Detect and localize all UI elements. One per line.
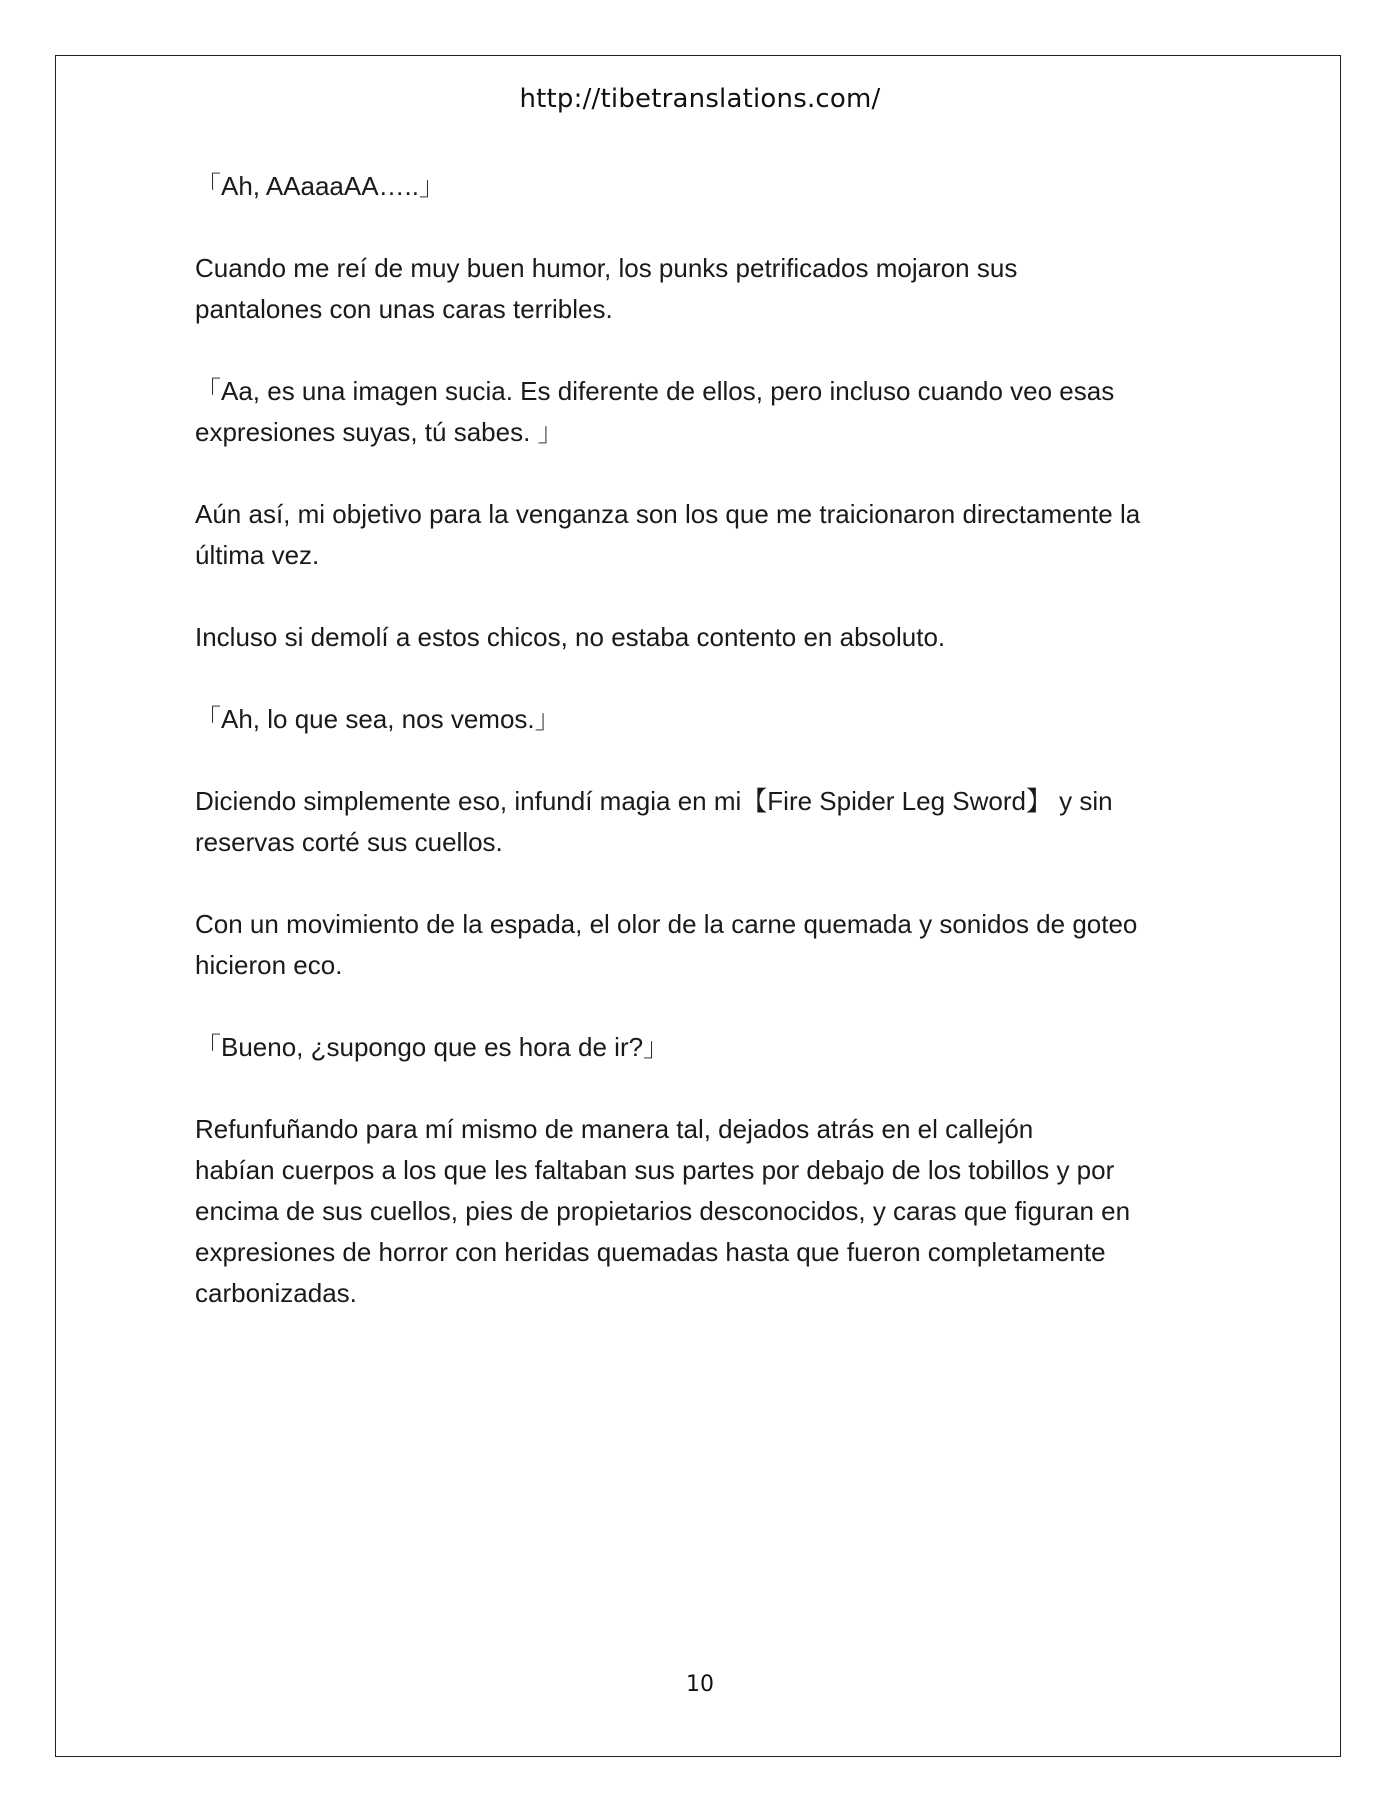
paragraph-7: Diciendo simplemente eso, infundí magia en mi【Fire Spider Leg Sword】 y sin reservas corté sus cuellos. bbox=[195, 786, 1113, 857]
paragraph-4: Aún así, mi objetivo para la venganza son los que me traicionaron directamente la última vez. bbox=[195, 499, 1141, 570]
paragraph-5: Incluso si demolí a estos chicos, no estaba contento en absoluto. bbox=[195, 622, 946, 652]
paragraph-3: 「Aa, es una imagen sucia. Es diferente de ellos, pero incluso cuando veo esas expresiones suyas, tú sabes. 」 bbox=[195, 376, 1115, 447]
paragraph-8: Con un movimiento de la espada, el olor de la carne quemada y sonidos de goteo hicieron eco. bbox=[195, 909, 1138, 980]
paragraph-1: 「Ah, AAaaaAA…..」 bbox=[195, 171, 446, 201]
document-body bbox=[195, 166, 1215, 1355]
paragraph-6: 「Ah, lo que sea, nos vemos.」 bbox=[195, 704, 561, 734]
page-number: 10 bbox=[686, 1672, 714, 1697]
header-url: http://tibetranslations.com/ bbox=[519, 84, 881, 114]
paragraph-10: Refunfuñando para mí mismo de manera tal, dejados atrás en el callejón habían cuerpos a los que les faltaban sus partes por debajo de los tobillos y por encima de sus cuellos, pies de propietarios desconocidos, y caras que figuran en expresiones de horror con heridas quemadas hasta que fueron completamente carbonizadas. bbox=[195, 1114, 1131, 1308]
paragraph-2: Cuando me reí de muy buen humor, los punks petrificados mojaron sus pantalones con unas caras terribles. bbox=[195, 253, 1018, 324]
paragraph-9: 「Bueno, ¿supongo que es hora de ir?」 bbox=[195, 1032, 670, 1062]
